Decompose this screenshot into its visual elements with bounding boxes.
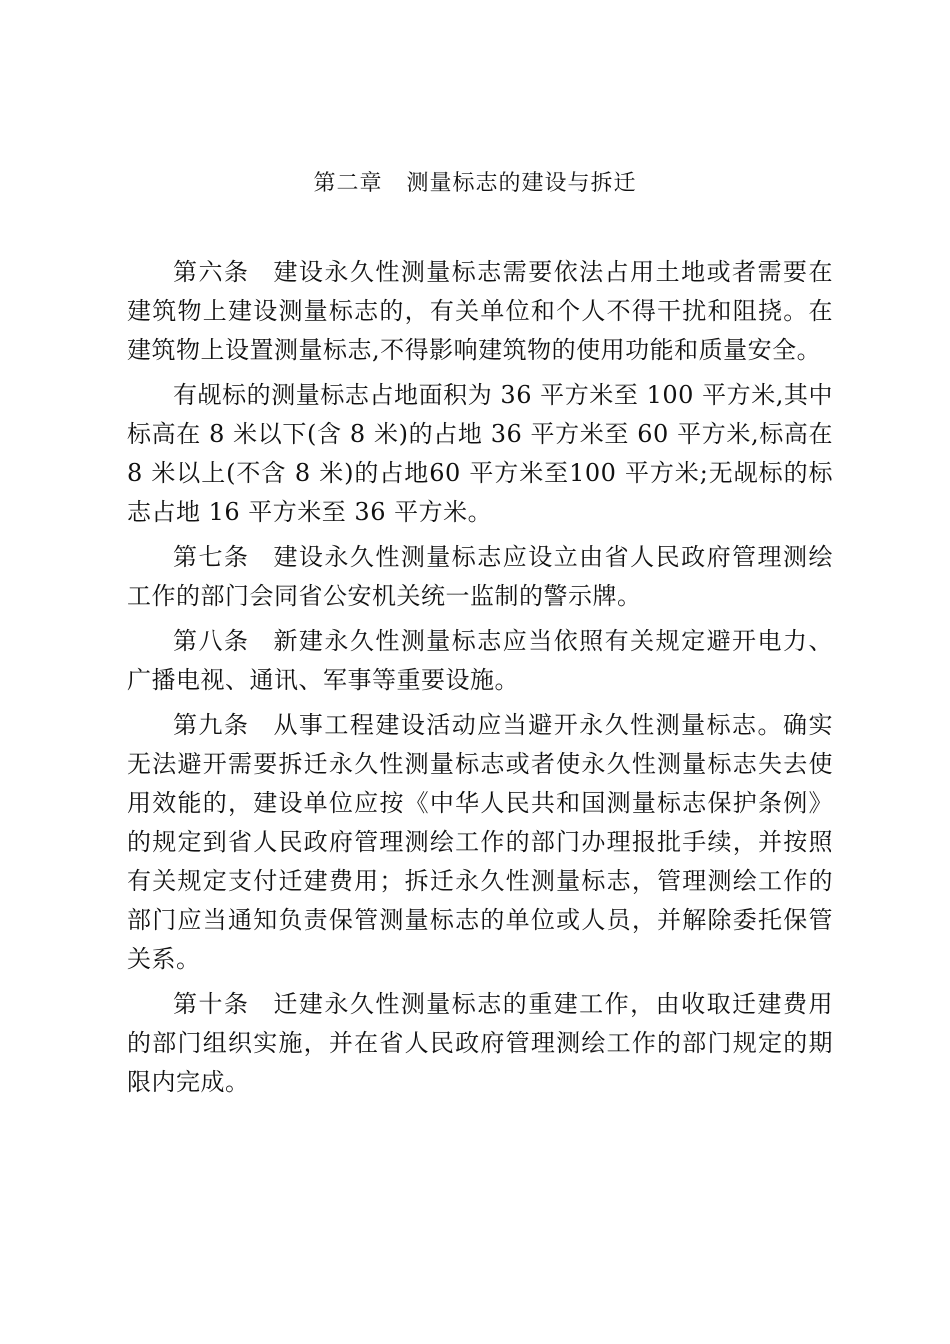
chapter-number: 第二章 (313, 171, 383, 196)
article-number: 第七条 (173, 543, 250, 571)
article-number: 第八条 (173, 627, 250, 655)
article-text: 建设永久性测量标志应设立由省人民政府管理测绘工作的部门会同省公安机关统一监制的警示牌。 (127, 543, 833, 610)
article-text: 建设永久性测量标志需要依法占用土地或者需要在建筑物上建设测量标志的，有关单位和个人不得干扰和阻挠。在建筑物上设置测量标志,不得影响建筑物的使用功能和质量安全。 (127, 258, 833, 364)
article-text: 迁建永久性测量标志的重建工作，由收取迁建费用的部门组织实施，并在省人民政府管理测绘工作的部门规定的期限内完成。 (127, 990, 833, 1096)
article-text: 从事工程建设活动应当避开永久性测量标志。确实无法避开需要拆迁永久性测量标志或者使永久性测量标志失去使用效能的，建设单位应按《中华人民共和国测量标志保护条例》的规定到省人民政府管理测绘工作的部门办理报批手续，并按照有关规定支付迁建费用；拆迁永久性测量标志，管理测绘工作的部门应当通知负责保管测量标志的单位或人员，并解除委托保管关系。 (127, 711, 833, 973)
article-number: 第九条 (173, 711, 250, 739)
article-paragraph (127, 538, 833, 616)
article-number: 第六条 (173, 258, 250, 286)
chapter-heading (0, 166, 950, 202)
article-paragraph (127, 706, 833, 979)
paragraph-text: 有觇标的测量标志占地面积为 36 平方米至 100 平方米,其中标高在 8 米以下(含 8 米)的占地 36 平方米至 60 平方米,标高在 8 米以上(不含 8 米)的占地60 平方米至100 平方米;无觇标的标志占地 16 平方米至 36 平方米。 (127, 381, 833, 526)
article-paragraph (127, 253, 833, 370)
document-body (127, 253, 833, 1108)
article-paragraph (127, 622, 833, 700)
article-number: 第十条 (173, 990, 250, 1018)
continuation-paragraph (127, 376, 833, 532)
chapter-title-text: 测量标志的建设与拆迁 (406, 171, 637, 196)
article-text: 新建永久性测量标志应当依照有关规定避开电力、广播电视、通讯、军事等重要设施。 (127, 627, 833, 694)
article-paragraph (127, 985, 833, 1102)
